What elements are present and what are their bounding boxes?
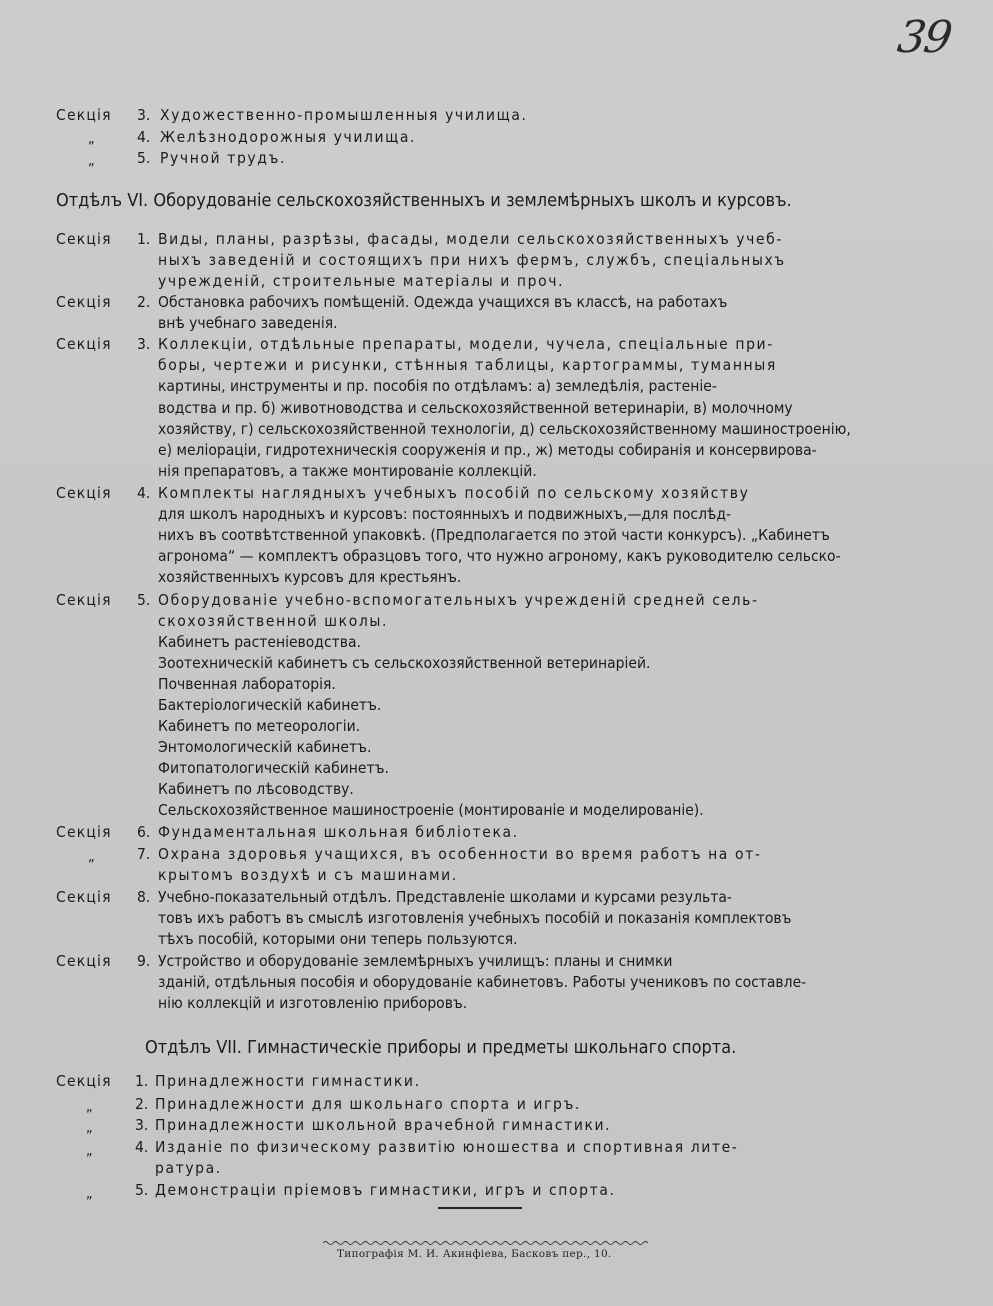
section-line: Виды, планы, разрѣзы, фасады, модели сельскохозяйственныхъ учеб- — [158, 230, 784, 248]
page-number: 39 — [894, 12, 954, 63]
section-line: Устройство и оборудованіе землемѣрныхъ училищъ: планы и снимки — [158, 952, 673, 970]
section-number: 1. — [135, 1072, 149, 1090]
section-line: скохозяйственной школы. — [158, 612, 388, 630]
section-number: 9. — [137, 952, 151, 970]
section-label: Секція — [56, 293, 112, 311]
section-line: водства и пр. б) животноводства и сельскохозяйственной ветеринаріи, в) молочному — [158, 399, 793, 417]
section-number: 5. — [137, 149, 151, 167]
section-number: 3. — [137, 106, 151, 124]
section-line: хозяйственныхъ курсовъ для крестьянъ. — [158, 568, 462, 586]
ditto-mark: „ — [86, 1099, 93, 1115]
section-label: Секція — [56, 335, 112, 353]
list-item: Фитопатологическій кабинетъ. — [158, 759, 389, 777]
section-line: хозяйству, г) сельскохозяйственной технологіи, д) сельскохозяйственному машиностроенію, — [158, 420, 851, 438]
section-line: Коллекціи, отдѣльные препараты, модели, чучела, спеціальные при- — [158, 335, 774, 353]
section-line: внѣ учебнаго заведенія. — [158, 314, 338, 332]
section-line: Учебно-показательный отдѣлъ. Представленіе школами и курсами результа- — [158, 888, 732, 906]
list-item: Сельскохозяйственное машиностроеніе (монтированіе и моделированіе). — [158, 801, 704, 819]
section-line: Оборудованіе учебно-вспомогательныхъ учрежденій средней сель- — [158, 591, 759, 609]
list-item: Энтомологическій кабинетъ. — [158, 738, 372, 756]
section-line: Фундаментальная школьная библіотека. — [158, 823, 519, 841]
ditto-mark: „ — [86, 1186, 93, 1202]
section-line: товъ ихъ работъ въ смыслѣ изготовленія учебныхъ пособій и показанія комплектовъ — [158, 909, 792, 927]
ditto-mark: „ — [88, 131, 95, 147]
section-line: крытомъ воздухѣ и съ машинами. — [158, 866, 458, 884]
section-label: Секція — [56, 823, 112, 841]
section-text: Желѣзнодорожныя училища. — [160, 128, 417, 146]
section-label: Секція — [56, 952, 112, 970]
section-line: Комплекты наглядныхъ учебныхъ пособій по сельскому хозяйству — [158, 484, 750, 502]
section-number: 7. — [137, 845, 151, 863]
section-line: боры, чертежи и рисунки, стѣнныя таблицы, картограммы, туманныя — [158, 356, 777, 374]
section-line: учрежденій, строительные матеріалы и проч. — [158, 272, 565, 290]
section-label: Секція — [56, 484, 112, 502]
section-line: Обстановка рабочихъ помѣщеній. Одежда учащихся въ классѣ, на работахъ — [158, 293, 728, 311]
section-line: е) меліораціи, гидротехническія сооруженія и пр., ж) методы собиранія и консервирова- — [158, 441, 817, 459]
wavy-divider — [323, 1240, 648, 1246]
section-line: картины, инструменты и пр. пособія по отдѣламъ: а) земледѣлія, растеніе- — [158, 377, 717, 395]
section-line: Принадлежности для школьнаго спорта и игръ. — [155, 1095, 581, 1113]
section-number: 3. — [135, 1116, 149, 1134]
section-number: 2. — [137, 293, 151, 311]
section-line: нихъ въ соотвѣтственной упаковкѣ. (Предполагается по этой части конкурсъ). „Кабинетъ — [158, 526, 830, 544]
section-number: 3. — [137, 335, 151, 353]
section-line: нію коллекцій и изготовленію приборовъ. — [158, 994, 468, 1012]
section-text: Ручной трудъ. — [160, 149, 286, 167]
ditto-mark: „ — [88, 153, 95, 169]
section-label: Секція — [56, 1072, 112, 1090]
section-line: Изданіе по физическому развитію юношества и спортивная лите- — [155, 1138, 739, 1156]
list-item: Кабинетъ по метеорологіи. — [158, 717, 361, 735]
section-line: Демонстраціи пріемовъ гимнастики, игръ и спорта. — [155, 1181, 616, 1199]
ditto-mark: „ — [86, 1120, 93, 1136]
section-number: 4. — [135, 1138, 149, 1156]
section-line: зданій, отдѣльныя пособія и оборудованіе кабинетовъ. Работы учениковъ по составле- — [158, 973, 807, 991]
ditto-mark: „ — [88, 849, 95, 865]
list-item: Зоотехническій кабинетъ съ сельскохозяйственной ветеринаріей. — [158, 654, 651, 672]
section-number: 8. — [137, 888, 151, 906]
ditto-mark: „ — [86, 1143, 93, 1159]
list-item: Кабинетъ по лѣсоводству. — [158, 780, 354, 798]
section-text: Художественно-промышленныя училища. — [160, 106, 528, 124]
printer-imprint: Типографія М. И. Акинфіева, Басковъ пер., 10. — [337, 1248, 612, 1260]
section-number: 2. — [135, 1095, 149, 1113]
section-line: Охрана здоровья учащихся, въ особенности во время работъ на от- — [158, 845, 762, 863]
section-line: ныхъ заведеній и состоящихъ при нихъ фермъ, службъ, спеціальныхъ — [158, 251, 786, 269]
department-heading: Отдѣлъ VI. Оборудованіе сельскохозяйственныхъ и землемѣрныхъ школъ и курсовъ. — [56, 190, 792, 211]
department-heading: Отдѣлъ VII. Гимнастическіе приборы и предметы школьнаго спорта. — [145, 1037, 737, 1058]
section-line: Принадлежности школьной врачебной гимнастики. — [155, 1116, 612, 1134]
list-item: Почвенная лабораторія. — [158, 675, 336, 693]
list-item: Кабинетъ растеніеводства. — [158, 633, 361, 651]
section-line: нія препаратовъ, а также монтированіе коллекцій. — [158, 462, 537, 480]
list-item: Бактеріологическій кабинетъ. — [158, 696, 382, 714]
section-line: агронома“ — комплектъ образцовъ того, что нужно агроному, какъ руководителю сельско- — [158, 547, 841, 565]
section-number: 5. — [137, 591, 151, 609]
section-number: 4. — [137, 484, 151, 502]
section-divider — [438, 1207, 522, 1209]
section-number: 4. — [137, 128, 151, 146]
section-number: 6. — [137, 823, 151, 841]
section-line: тѣхъ пособій, которыми они теперь пользуются. — [158, 930, 518, 948]
section-label: Секція — [56, 106, 112, 124]
section-label: Секція — [56, 888, 112, 906]
section-label: Секція — [56, 230, 112, 248]
section-line: ратура. — [155, 1159, 222, 1177]
section-number: 5. — [135, 1181, 149, 1199]
section-line: для школъ народныхъ и курсовъ: постоянныхъ и подвижныхъ,—для послѣд- — [158, 505, 732, 523]
section-number: 1. — [137, 230, 151, 248]
section-label: Секція — [56, 591, 112, 609]
section-line: Принадлежности гимнастики. — [155, 1072, 421, 1090]
